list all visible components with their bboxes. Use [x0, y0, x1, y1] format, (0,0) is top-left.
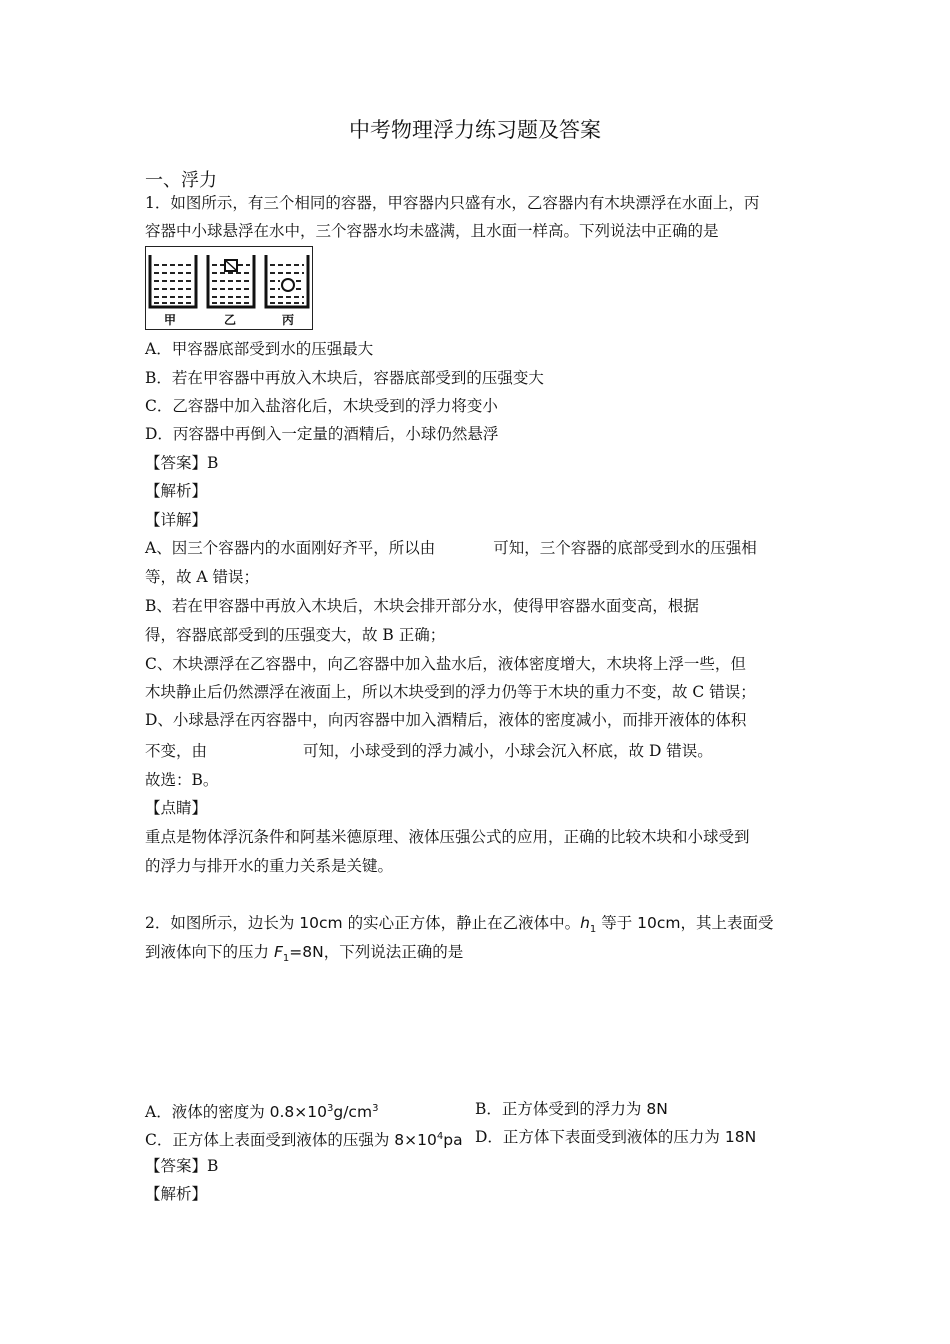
q2-symbol-h: h: [580, 914, 590, 932]
q2-value: 10cm: [637, 914, 681, 932]
q2-option-d: [475, 1127, 756, 1147]
q2-symbol-f: F: [273, 943, 283, 961]
container-jia: [150, 255, 196, 307]
q2-option-text: B．正方体受到的浮力为: [475, 1100, 647, 1118]
q2-answer: 【答案】B: [145, 1157, 219, 1175]
q1-choose: 故选：B。: [145, 771, 219, 789]
q1-option-a: A．甲容器底部受到水的压强最大: [145, 340, 374, 358]
label-jia: 甲: [164, 313, 177, 327]
detail-d-pre: 不变，由: [145, 742, 208, 760]
q2-stem-line-2: [145, 942, 463, 969]
q2-value: 10cm: [299, 914, 343, 932]
q2-text: 的实心正方体，静止在乙液体中。: [342, 914, 581, 932]
q1-option-d: D．丙容器中再倒入一定量的酒精后，小球仍然悬浮: [145, 425, 499, 443]
q1-dianjing-line-2: 的浮力与排开水的重力关系是关键。: [145, 857, 394, 875]
q2-superscript: 3: [327, 1103, 334, 1114]
q1-detail-c-line-1: C、木块漂浮在乙容器中，向乙容器中加入盐水后，液体密度增大，木块将上浮一些，但: [145, 655, 746, 673]
q1-figure-containers: [145, 246, 313, 330]
q1-detail-a-line-2: 等，故 A 错误；: [145, 568, 260, 586]
q2-option-text: D．正方体下表面受到液体的压力为: [475, 1128, 725, 1146]
q1-stem-line-2: 容器中小球悬浮在水中，三个容器水均未盛满，且水面一样高。下列说法中正确的是: [145, 222, 719, 240]
q2-option-value: 8×10: [394, 1131, 437, 1150]
q2-analysis-heading: 【解析】: [145, 1185, 208, 1203]
q2-option-text: A．液体的密度为: [145, 1103, 270, 1122]
label-bing: 丙: [282, 313, 295, 327]
detail-d-post: 可知，小球受到的浮力减小，小球会沉入杯底，故 D 错误。: [303, 742, 713, 760]
q2-option-value: 8N: [646, 1100, 668, 1118]
q1-analysis-heading: 【解析】: [145, 482, 208, 500]
q2-option-a: [145, 1099, 378, 1122]
document-title: 中考物理浮力练习题及答案: [349, 118, 601, 142]
q1-answer: 【答案】B: [145, 454, 219, 472]
q2-option-unit: g/cm: [333, 1103, 373, 1122]
q2-text: 2．如图所示，边长为: [145, 914, 300, 932]
q1-option-c: C．乙容器中加入盐溶化后，木块受到的浮力将变小: [145, 397, 498, 415]
q1-detail-heading: 【详解】: [145, 511, 208, 529]
q2-text: 等于: [596, 914, 638, 932]
q1-dianjing-line-1: 重点是物体浮沉条件和阿基米德原理、液体压强公式的应用，正确的比较木块和小球受到: [145, 828, 750, 846]
q2-value: =8N: [289, 943, 324, 961]
q1-detail-a-line-1: [145, 538, 757, 558]
q2-superscript: 4: [436, 1131, 444, 1142]
q1-detail-b-line-2: 得，容器底部受到的压强变大，故 B 正确；: [145, 626, 446, 644]
q2-option-unit: pa: [443, 1131, 463, 1150]
q2-text: ，其上表面受: [680, 914, 774, 932]
q2-superscript: 3: [372, 1103, 379, 1114]
q2-subscript: 1: [282, 953, 290, 965]
label-yi: 乙: [224, 313, 237, 327]
q1-stem-line-1: 1．如图所示，有三个相同的容器，甲容器内只盛有水，乙容器内有木块漂浮在水面上，丙: [145, 194, 760, 212]
q1-dianjing-heading: 【点睛】: [145, 799, 208, 817]
q2-option-value: 0.8×10: [269, 1103, 327, 1122]
q1-detail-d-line-1: D、小球悬浮在丙容器中，向丙容器中加入酒精后，液体的密度减小，而排开液体的体积: [145, 711, 747, 729]
section-heading: 一、浮力: [145, 170, 217, 191]
q1-option-b: B．若在甲容器中再放入木块后，容器底部受到的压强变大: [145, 369, 544, 387]
q2-option-value: 18N: [724, 1128, 757, 1146]
q2-option-text: C．正方体上表面受到液体的压强为: [145, 1131, 395, 1150]
q2-subscript: 1: [589, 924, 597, 936]
q2-text: ，下列说法正确的是: [323, 943, 464, 961]
container-bing: [266, 255, 308, 307]
q2-option-b: [475, 1099, 668, 1119]
q1-detail-d-line-2: [145, 741, 713, 761]
q2-text: 到液体向下的压力: [145, 943, 274, 961]
q1-detail-b-line-1: B、若在甲容器中再放入木块后，木块会排开部分水，使得甲容器水面变高，根据: [145, 597, 699, 615]
q1-detail-c-line-2: 木块静止后仍然漂浮在液面上，所以木块受到的浮力仍等于木块的重力不变，故 C 错误；: [145, 683, 756, 701]
detail-a-post: 可知，三个容器的底部受到水的压强相: [493, 539, 757, 557]
container-yi: [208, 255, 254, 307]
q2-stem-line-1: [145, 913, 774, 940]
detail-a-pre: A、因三个容器内的水面刚好齐平，所以由: [145, 539, 436, 557]
q2-option-c: [145, 1127, 463, 1150]
